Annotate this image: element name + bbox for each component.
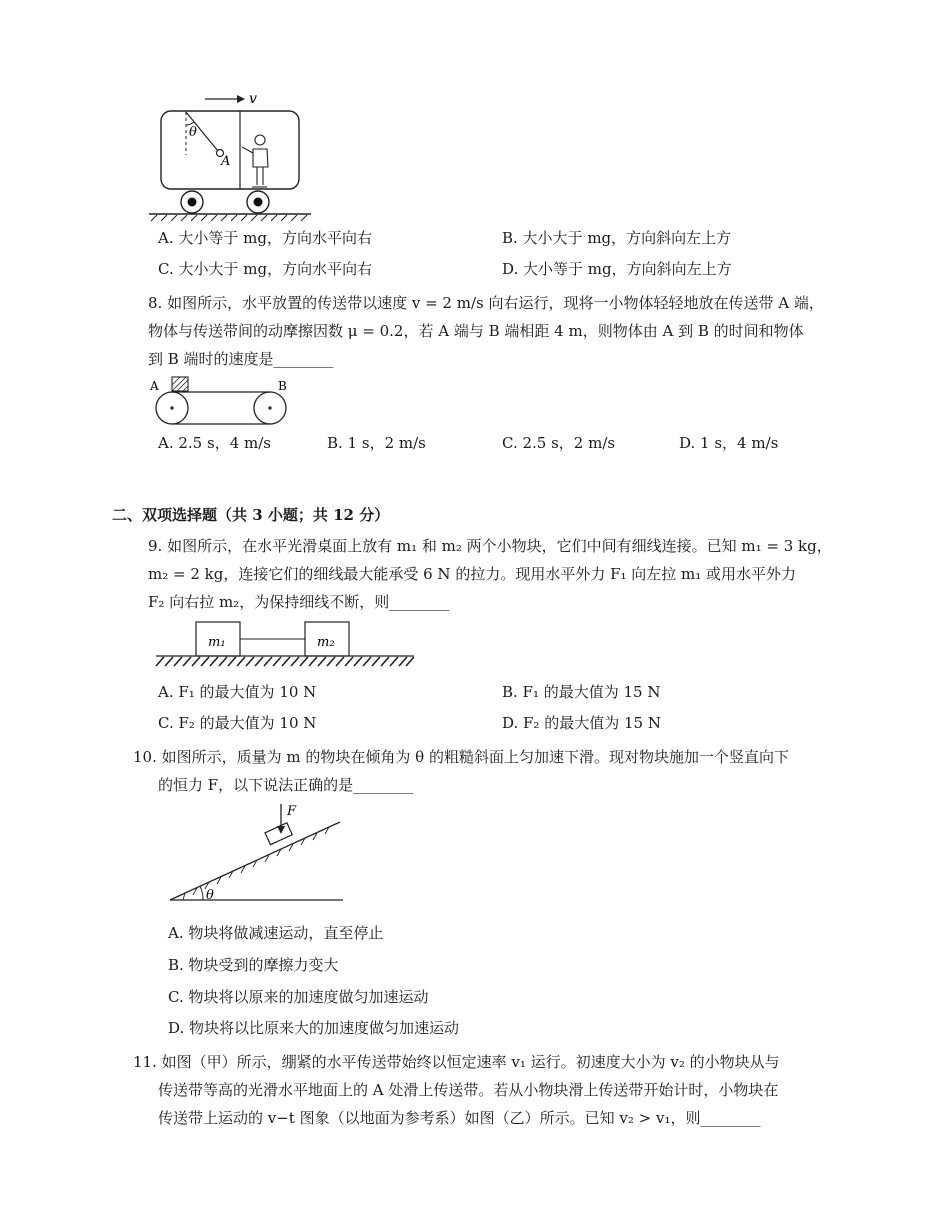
q11-stem-line-1: 11. 如图（甲）所示，绷紧的水平传送带始终以恒定速率 v₁ 运行。初速度大小为 v₂ 的小物块从与: [133, 1053, 780, 1071]
q11-stem-line-2: 传送带等高的光滑水平地面上的 A 处滑上传送带。若从小物块滑上传送带开始计时，小物块在: [158, 1081, 779, 1099]
block-m2-label: m₂: [317, 635, 335, 650]
force-label: F: [287, 804, 297, 819]
q8-stem-line-1: 8. 如图所示，水平放置的传送带以速度 v = 2 m/s 向右运行，现将一小物体轻轻地放在传送带 A 端，: [148, 294, 824, 312]
person-figure: [242, 135, 268, 187]
q10-option-a[interactable]: A. 物块将做减速运动，直至停止: [168, 924, 384, 942]
q8-stem-line-3: 到 B 端时的速度是________: [148, 350, 334, 368]
q9-option-c[interactable]: C. F₂ 的最大值为 10 N: [158, 714, 317, 732]
q9-stem-line-2: m₂ = 2 kg，连接它们的细线最大能承受 6 N 的拉力。现用水平外力 F₁ 向左拉 m₁ 或用水平外力: [148, 565, 797, 583]
block-m1-label: m₁: [208, 635, 226, 650]
q11-stem-line-3: 传送带上运动的 v−t 图象（以地面为参考系）如图（乙）所示。已知 v₂ > v₁，则________: [158, 1109, 761, 1127]
q7-cart-figure: [145, 85, 320, 225]
q8-stem-line-2: 物体与传送带间的动摩擦因数 μ = 0.2，若 A 端与 B 端相距 4 m，则物体由 A 到 B 的时间和物体: [148, 322, 804, 340]
q8-conveyor-figure: [145, 372, 295, 432]
q7-option-b[interactable]: B. 大小大于 mg，方向斜向左上方: [502, 229, 732, 247]
q10-stem-line-2: 的恒力 F，以下说法正确的是________: [158, 776, 414, 794]
q8-option-b[interactable]: B. 1 s，2 m/s: [327, 434, 426, 452]
q9-blocks-figure: [150, 618, 420, 670]
q9-option-a[interactable]: A. F₁ 的最大值为 10 N: [158, 683, 317, 701]
q8-option-c[interactable]: C. 2.5 s，2 m/s: [502, 434, 616, 452]
q9-option-d[interactable]: D. F₂ 的最大值为 15 N: [502, 714, 661, 732]
point-label: A: [221, 154, 231, 169]
q8-option-a[interactable]: A. 2.5 s，4 m/s: [158, 434, 271, 452]
q7-option-c[interactable]: C. 大小大于 mg，方向水平向右: [158, 260, 373, 278]
q10-option-d[interactable]: D. 物块将以比原来大的加速度做匀加速运动: [168, 1019, 460, 1037]
end-b-label: B: [278, 379, 287, 393]
section-title: 二、双项选择题（共 3 小题；共 12 分）: [112, 506, 390, 524]
q7-option-a[interactable]: A. 大小等于 mg，方向水平向右: [158, 229, 372, 247]
q8-option-d[interactable]: D. 1 s，4 m/s: [679, 434, 779, 452]
angle-label: θ: [189, 125, 197, 140]
incline-angle-label: θ: [206, 888, 214, 903]
q9-stem-line-3: F₂ 向右拉 m₂，为保持细线不断，则________: [148, 593, 450, 611]
q10-stem-line-1: 10. 如图所示，质量为 m 的物块在倾角为 θ 的粗糙斜面上匀加速下滑。现对物块施加一个竖直向下: [133, 748, 789, 766]
end-a-label: A: [150, 379, 159, 393]
q9-stem-line-1: 9. 如图所示，在水平光滑桌面上放有 m₁ 和 m₂ 两个小物块，它们中间有细线连接。已知 m₁ = 3 kg，: [148, 537, 832, 555]
q10-incline-figure: [165, 798, 350, 908]
velocity-label: v: [249, 91, 257, 107]
q10-option-b[interactable]: B. 物块受到的摩擦力变大: [168, 956, 339, 974]
q9-option-b[interactable]: B. F₁ 的最大值为 15 N: [502, 683, 661, 701]
q10-option-c[interactable]: C. 物块将以原来的加速度做匀加速运动: [168, 988, 429, 1006]
q7-option-d[interactable]: D. 大小等于 mg，方向斜向左上方: [502, 260, 732, 278]
